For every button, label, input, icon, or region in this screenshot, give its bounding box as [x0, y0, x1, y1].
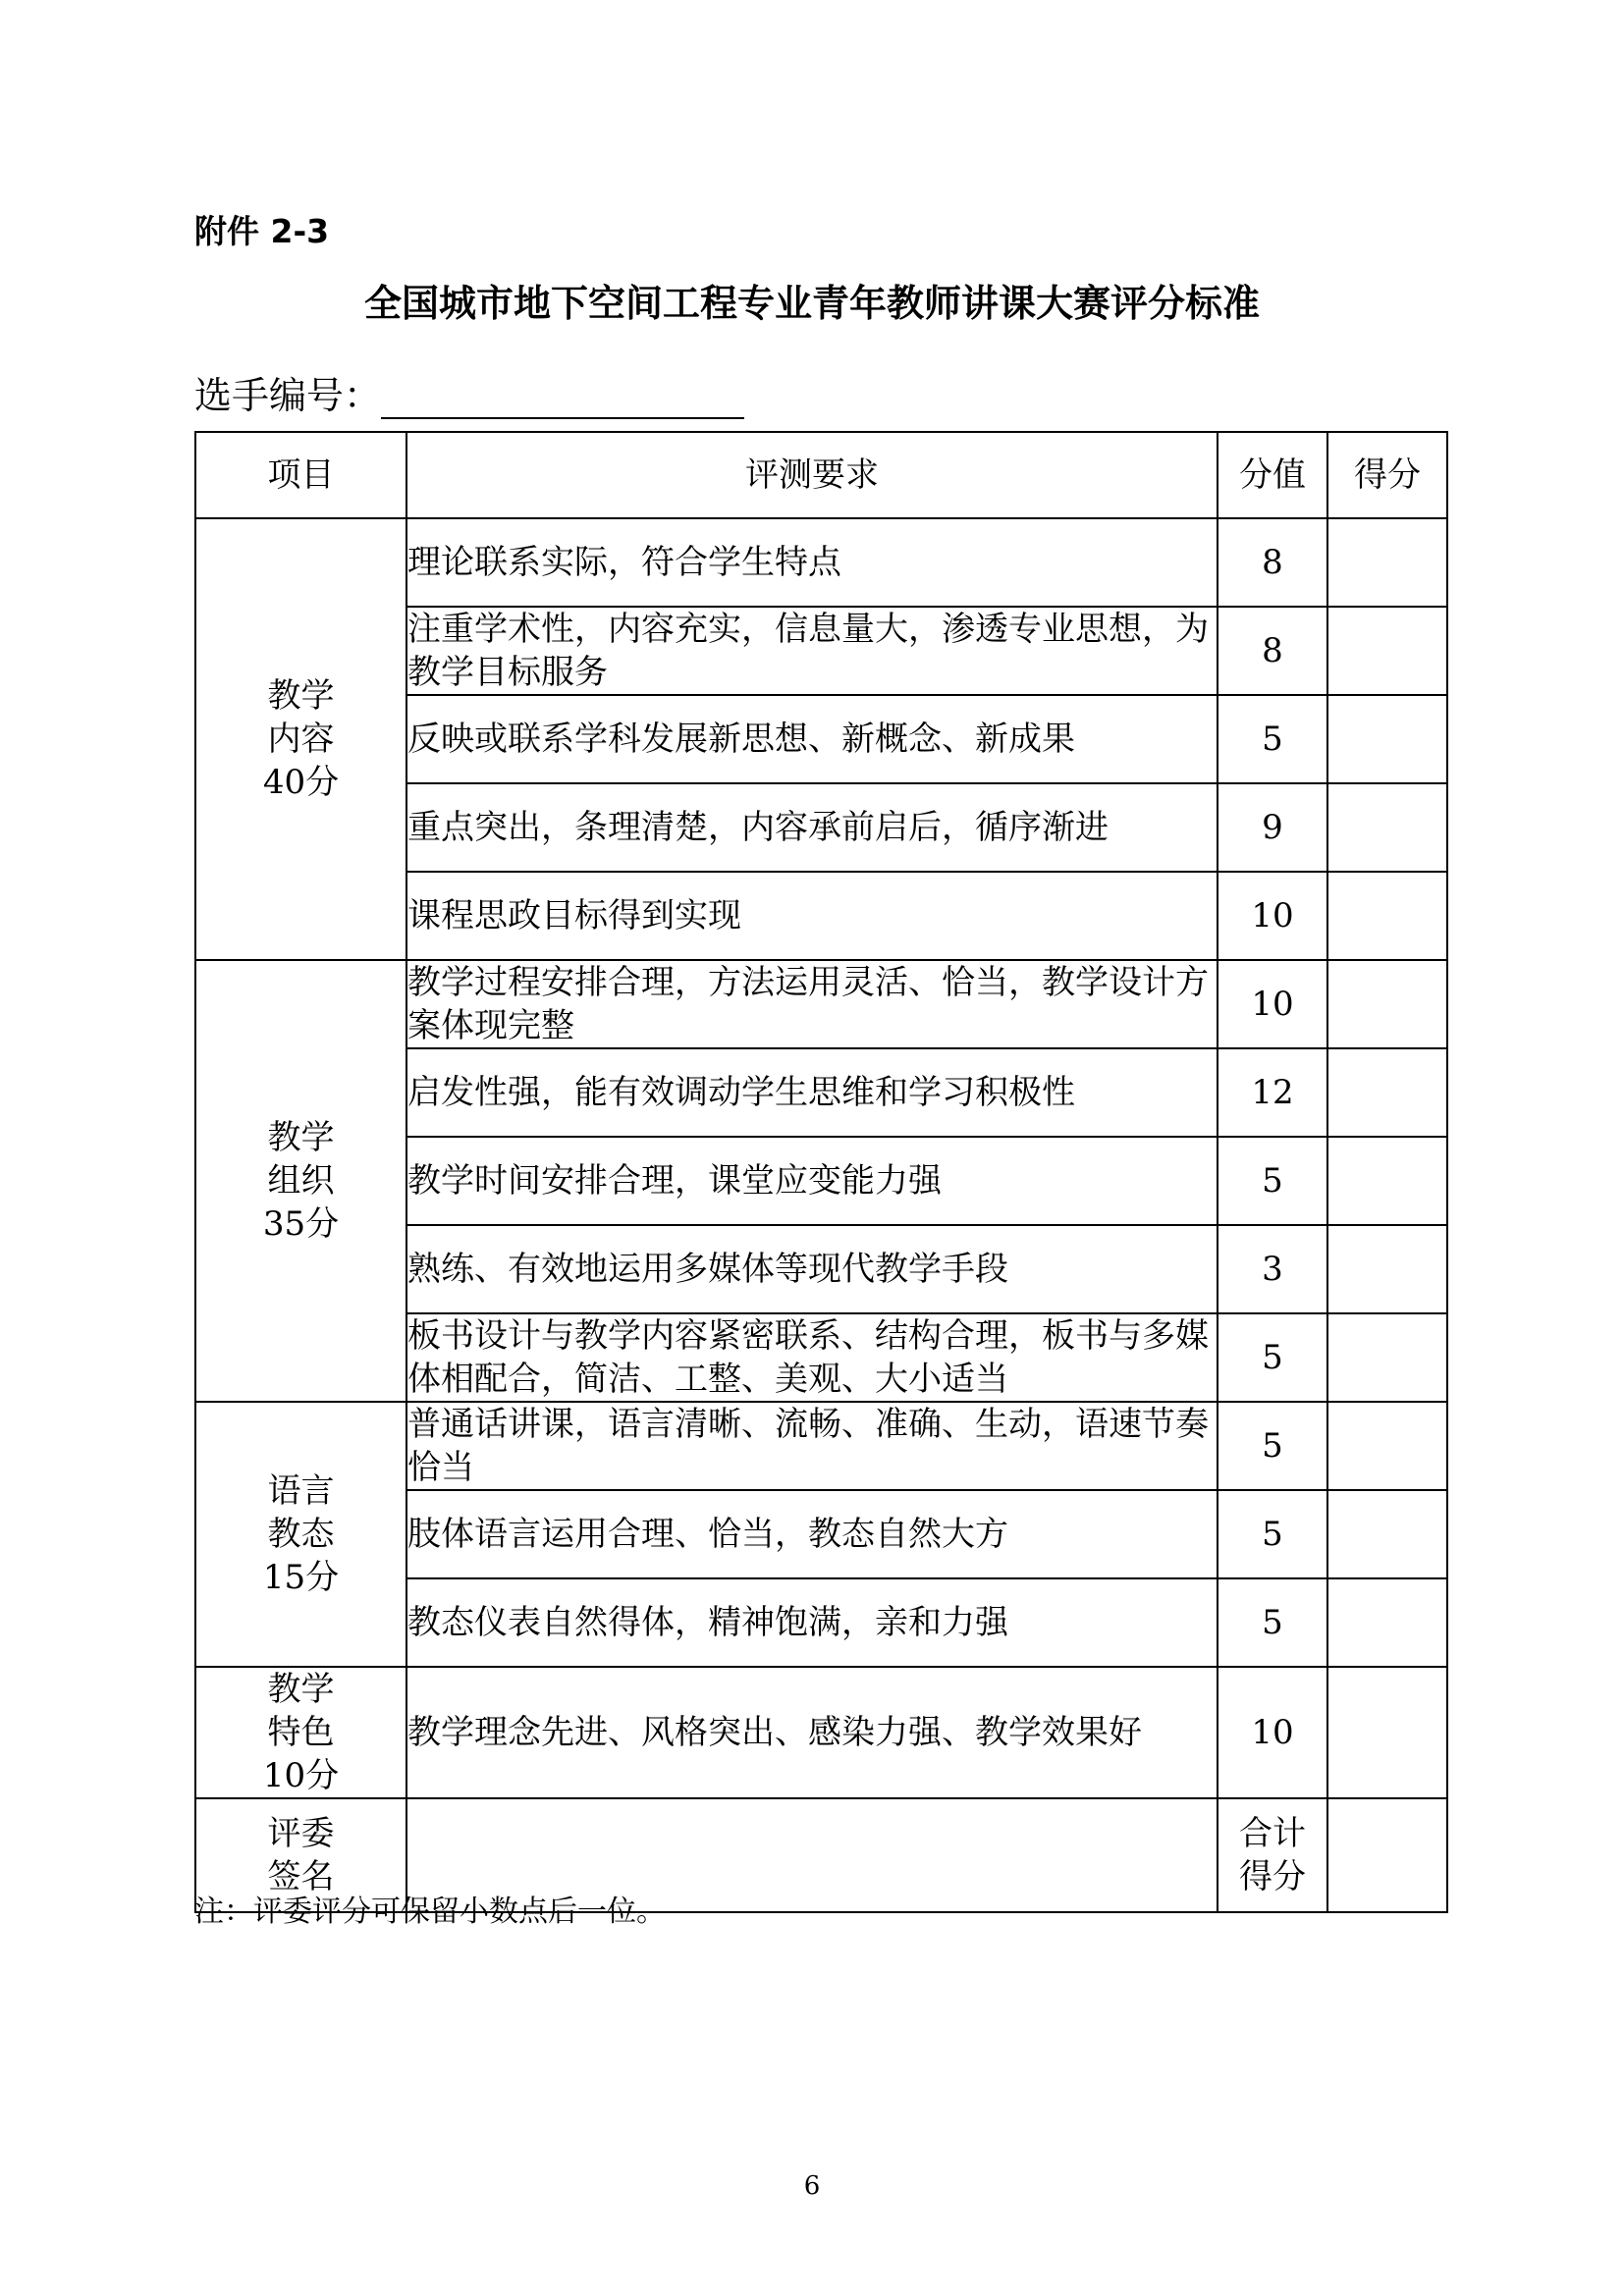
- points-cell: 5: [1218, 1137, 1327, 1225]
- page-number: 6: [803, 2171, 821, 2201]
- requirement-cell: 熟练、有效地运用多媒体等现代教学手段: [406, 1225, 1218, 1313]
- requirement-cell: 反映或联系学科发展新思想、新概念、新成果: [406, 695, 1218, 783]
- table-row: [195, 1402, 1447, 1490]
- category-label-line: 35分: [262, 1204, 340, 1244]
- category-label-line: 组织: [267, 1161, 335, 1201]
- score-input-cell[interactable]: [1327, 1048, 1447, 1137]
- category-label-line: 内容: [267, 720, 335, 759]
- table-row: [195, 518, 1447, 607]
- score-input-cell[interactable]: [1327, 1402, 1447, 1490]
- requirement-cell: 重点突出，条理清楚，内容承前启后，循序渐进: [406, 783, 1218, 872]
- requirement-cell: 启发性强，能有效调动学生思维和学习积极性: [406, 1048, 1218, 1137]
- category-cell: [195, 960, 406, 1402]
- points-cell: 10: [1218, 960, 1327, 1048]
- header-item: 项目: [195, 432, 406, 518]
- score-input-cell[interactable]: [1327, 1490, 1447, 1578]
- category-label-line: 语言: [267, 1471, 335, 1511]
- points-cell: 10: [1218, 1667, 1327, 1798]
- score-input-cell[interactable]: [1327, 1225, 1447, 1313]
- requirement-cell: 教学理念先进、风格突出、感染力强、教学效果好: [406, 1667, 1218, 1798]
- points-cell: 9: [1218, 783, 1327, 872]
- requirement-cell: 板书设计与教学内容紧密联系、结构合理，板书与多媒体相配合，简洁、工整、美观、大小适当: [406, 1313, 1218, 1402]
- category-label-line: 特色: [267, 1713, 335, 1752]
- player-number-blank[interactable]: [381, 378, 744, 419]
- category-label-line: 40分: [262, 763, 340, 802]
- points-cell: 5: [1218, 1402, 1327, 1490]
- category-cell: [195, 518, 406, 960]
- attachment-label: 附件 2-3: [194, 212, 330, 250]
- requirement-cell: 理论联系实际，符合学生特点: [406, 518, 1218, 607]
- category-label-line: 教学: [267, 676, 335, 716]
- score-input-cell[interactable]: [1327, 607, 1447, 695]
- points-cell: 5: [1218, 1490, 1327, 1578]
- player-number-line: [194, 365, 744, 419]
- note: 注：评委评分可保留小数点后一位。: [194, 1895, 666, 1929]
- points-cell: 8: [1218, 518, 1327, 607]
- category-label-line: 教学: [267, 1670, 335, 1709]
- points-cell: 10: [1218, 872, 1327, 960]
- player-number-label: 选手编号：: [194, 374, 382, 417]
- total-score-input-cell[interactable]: [1327, 1798, 1447, 1912]
- score-input-cell[interactable]: [1327, 1313, 1447, 1402]
- table-row: [195, 1667, 1447, 1798]
- score-input-cell[interactable]: [1327, 518, 1447, 607]
- category-label-line: 得分: [1239, 1857, 1306, 1896]
- category-label-line: 15分: [262, 1558, 340, 1597]
- requirement-cell: 肢体语言运用合理、恰当，教态自然大方: [406, 1490, 1218, 1578]
- scoring-table: [194, 431, 1448, 1913]
- header-requirement: 评测要求: [406, 432, 1218, 518]
- requirement-cell: 教态仪表自然得体，精神饱满，亲和力强: [406, 1578, 1218, 1667]
- category-label-line: 教态: [267, 1515, 335, 1554]
- category-label-line: 签名: [267, 1857, 335, 1896]
- points-cell: 5: [1218, 695, 1327, 783]
- requirement-cell: 教学过程安排合理，方法运用灵活、恰当，教学设计方案体现完整: [406, 960, 1218, 1048]
- score-input-cell[interactable]: [1327, 872, 1447, 960]
- score-input-cell[interactable]: [1327, 783, 1447, 872]
- score-input-cell[interactable]: [1327, 1578, 1447, 1667]
- points-cell: 3: [1218, 1225, 1327, 1313]
- category-label-line: 教学: [267, 1118, 335, 1157]
- points-cell: 5: [1218, 1578, 1327, 1667]
- requirement-cell: 教学时间安排合理，课堂应变能力强: [406, 1137, 1218, 1225]
- category-label-line: 10分: [262, 1756, 340, 1795]
- score-input-cell[interactable]: [1327, 1137, 1447, 1225]
- header-row: [195, 432, 1447, 518]
- points-cell: 8: [1218, 607, 1327, 695]
- page-title: 全国城市地下空间工程专业青年教师讲课大赛评分标准: [363, 282, 1260, 325]
- header-score: 得分: [1327, 432, 1447, 518]
- category-label-line: 合计: [1239, 1814, 1306, 1853]
- total-score-label-cell: [1218, 1798, 1327, 1912]
- requirement-cell: 注重学术性，内容充实，信息量大，渗透专业思想，为教学目标服务: [406, 607, 1218, 695]
- requirement-cell: 课程思政目标得到实现: [406, 872, 1218, 960]
- score-input-cell[interactable]: [1327, 695, 1447, 783]
- score-input-cell[interactable]: [1327, 1667, 1447, 1798]
- header-points: 分值: [1218, 432, 1327, 518]
- category-cell: [195, 1402, 406, 1667]
- category-label-line: 评委: [267, 1814, 335, 1853]
- points-cell: 5: [1218, 1313, 1327, 1402]
- category-cell: [195, 1667, 406, 1798]
- requirement-cell: 普通话讲课，语言清晰、流畅、准确、生动，语速节奏恰当: [406, 1402, 1218, 1490]
- score-input-cell[interactable]: [1327, 960, 1447, 1048]
- points-cell: 12: [1218, 1048, 1327, 1137]
- table-row: [195, 960, 1447, 1048]
